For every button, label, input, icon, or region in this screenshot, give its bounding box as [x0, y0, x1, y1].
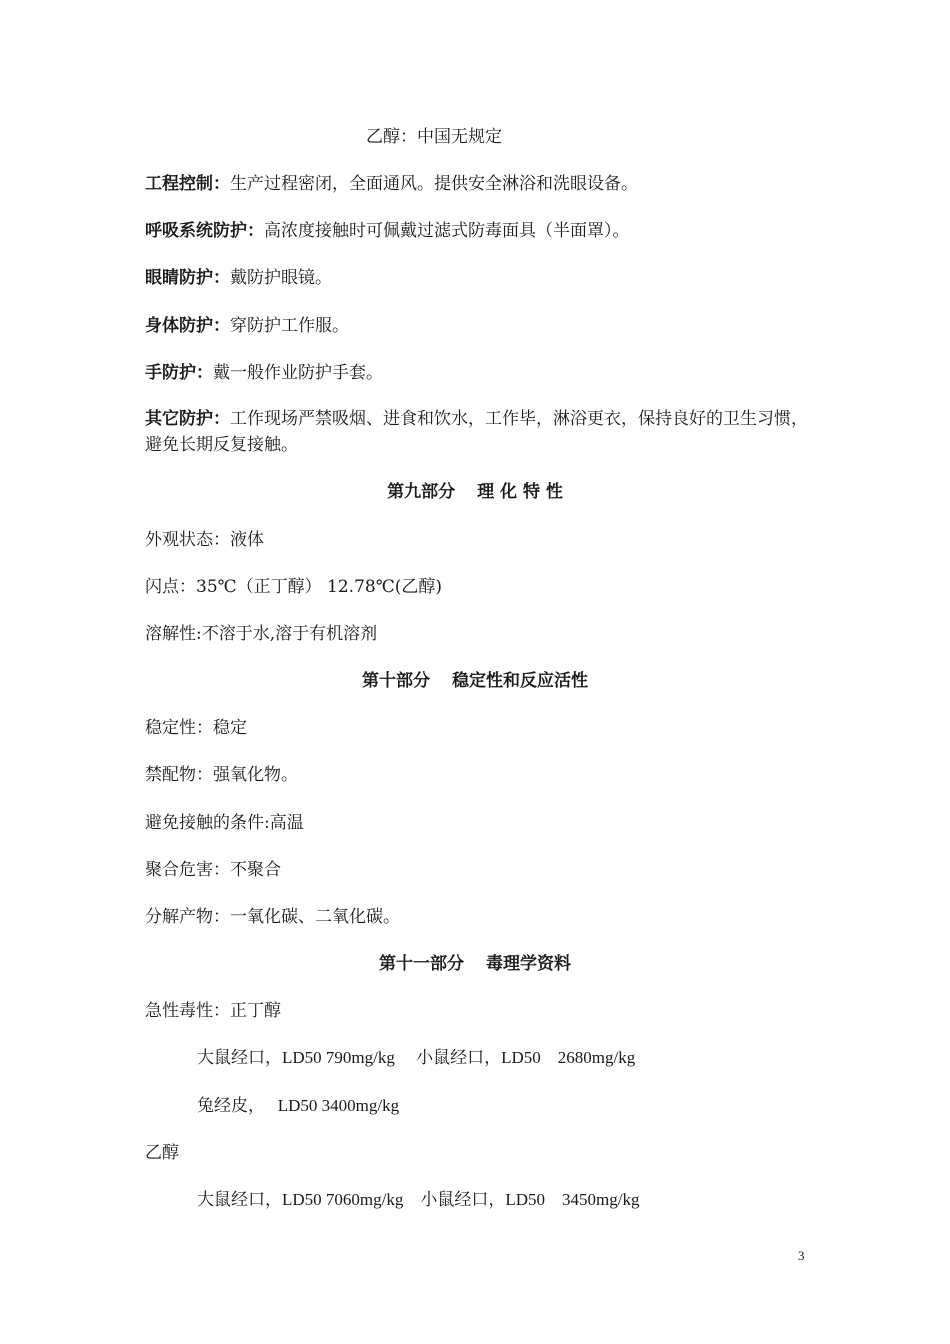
section11-heading: [0, 953, 950, 975]
section-part: 第十一部分: [379, 954, 464, 974]
decomposition-line: 分解产物：一氧化碳、二氧化碳。: [145, 907, 400, 927]
field-value: 戴防护眼镜。: [230, 268, 332, 288]
section9-heading: [0, 481, 950, 503]
flash-point-line: 闪点：35℃（正丁醇） 12.78℃(乙醇): [145, 577, 443, 597]
section-part: 第十部分: [362, 671, 430, 691]
field-label: 工程控制：: [145, 174, 230, 194]
field-value: 生产过程密闭，全面通风。提供安全淋浴和洗眼设备。: [230, 174, 638, 194]
incompatible-line: 禁配物：强氧化物。: [145, 765, 298, 785]
appearance-line: 外观状态：液体: [145, 530, 264, 550]
section-title: 毒理学资料: [486, 954, 571, 974]
field-value: 工作现场严禁吸烟、进食和饮水，工作毕，淋浴更衣，保持良好的卫生习惯，避免长期反复接触。: [145, 409, 808, 455]
field-value: 戴一般作业防护手套。: [213, 363, 383, 383]
field-label: 身体防护：: [145, 316, 230, 336]
avoid-conditions-line: 避免接触的条件:高温: [145, 813, 304, 833]
respiratory-protection: [145, 220, 630, 242]
acute-toxicity-label: 急性毒性：正丁醇: [145, 1001, 281, 1021]
field-value: 穿防护工作服。: [230, 316, 349, 336]
section10-heading: [0, 670, 950, 692]
ethanol-label: 乙醇: [145, 1143, 179, 1163]
eye-protection: [145, 267, 332, 289]
body-protection: [145, 315, 349, 337]
field-label: 其它防护：: [145, 409, 230, 429]
solubility-line: 溶解性:不溶于水,溶于有机溶剂: [145, 624, 378, 644]
polymerization-line: 聚合危害：不聚合: [145, 860, 281, 880]
section-title: 理 化 特 性: [477, 482, 563, 502]
ethanol-limit-line: 乙醇：中国无规定: [366, 127, 502, 147]
ethanol-ld50-line1: 大鼠经口，LD50 7060mg/kg 小鼠经口，LD50 3450mg/kg: [197, 1190, 640, 1209]
page-number: 3: [798, 1248, 805, 1263]
field-label: 手防护：: [145, 363, 213, 383]
field-label: 眼睛防护：: [145, 268, 230, 288]
engineering-control: [145, 173, 638, 195]
butanol-ld50-line1: 大鼠经口，LD50 790mg/kg 小鼠经口，LD50 2680mg/kg: [197, 1048, 636, 1067]
field-label: 呼吸系统防护：: [145, 221, 264, 241]
hand-protection: [145, 362, 383, 384]
stability-line: 稳定性：稳定: [145, 718, 247, 738]
section-title: 稳定性和反应活性: [452, 671, 588, 691]
section-part: 第九部分: [387, 482, 456, 502]
other-protection: [145, 406, 810, 458]
butanol-ld50-line2: 兔经皮， LD50 3400mg/kg: [197, 1096, 400, 1115]
field-value: 高浓度接触时可佩戴过滤式防毒面具（半面罩）。: [264, 221, 630, 241]
